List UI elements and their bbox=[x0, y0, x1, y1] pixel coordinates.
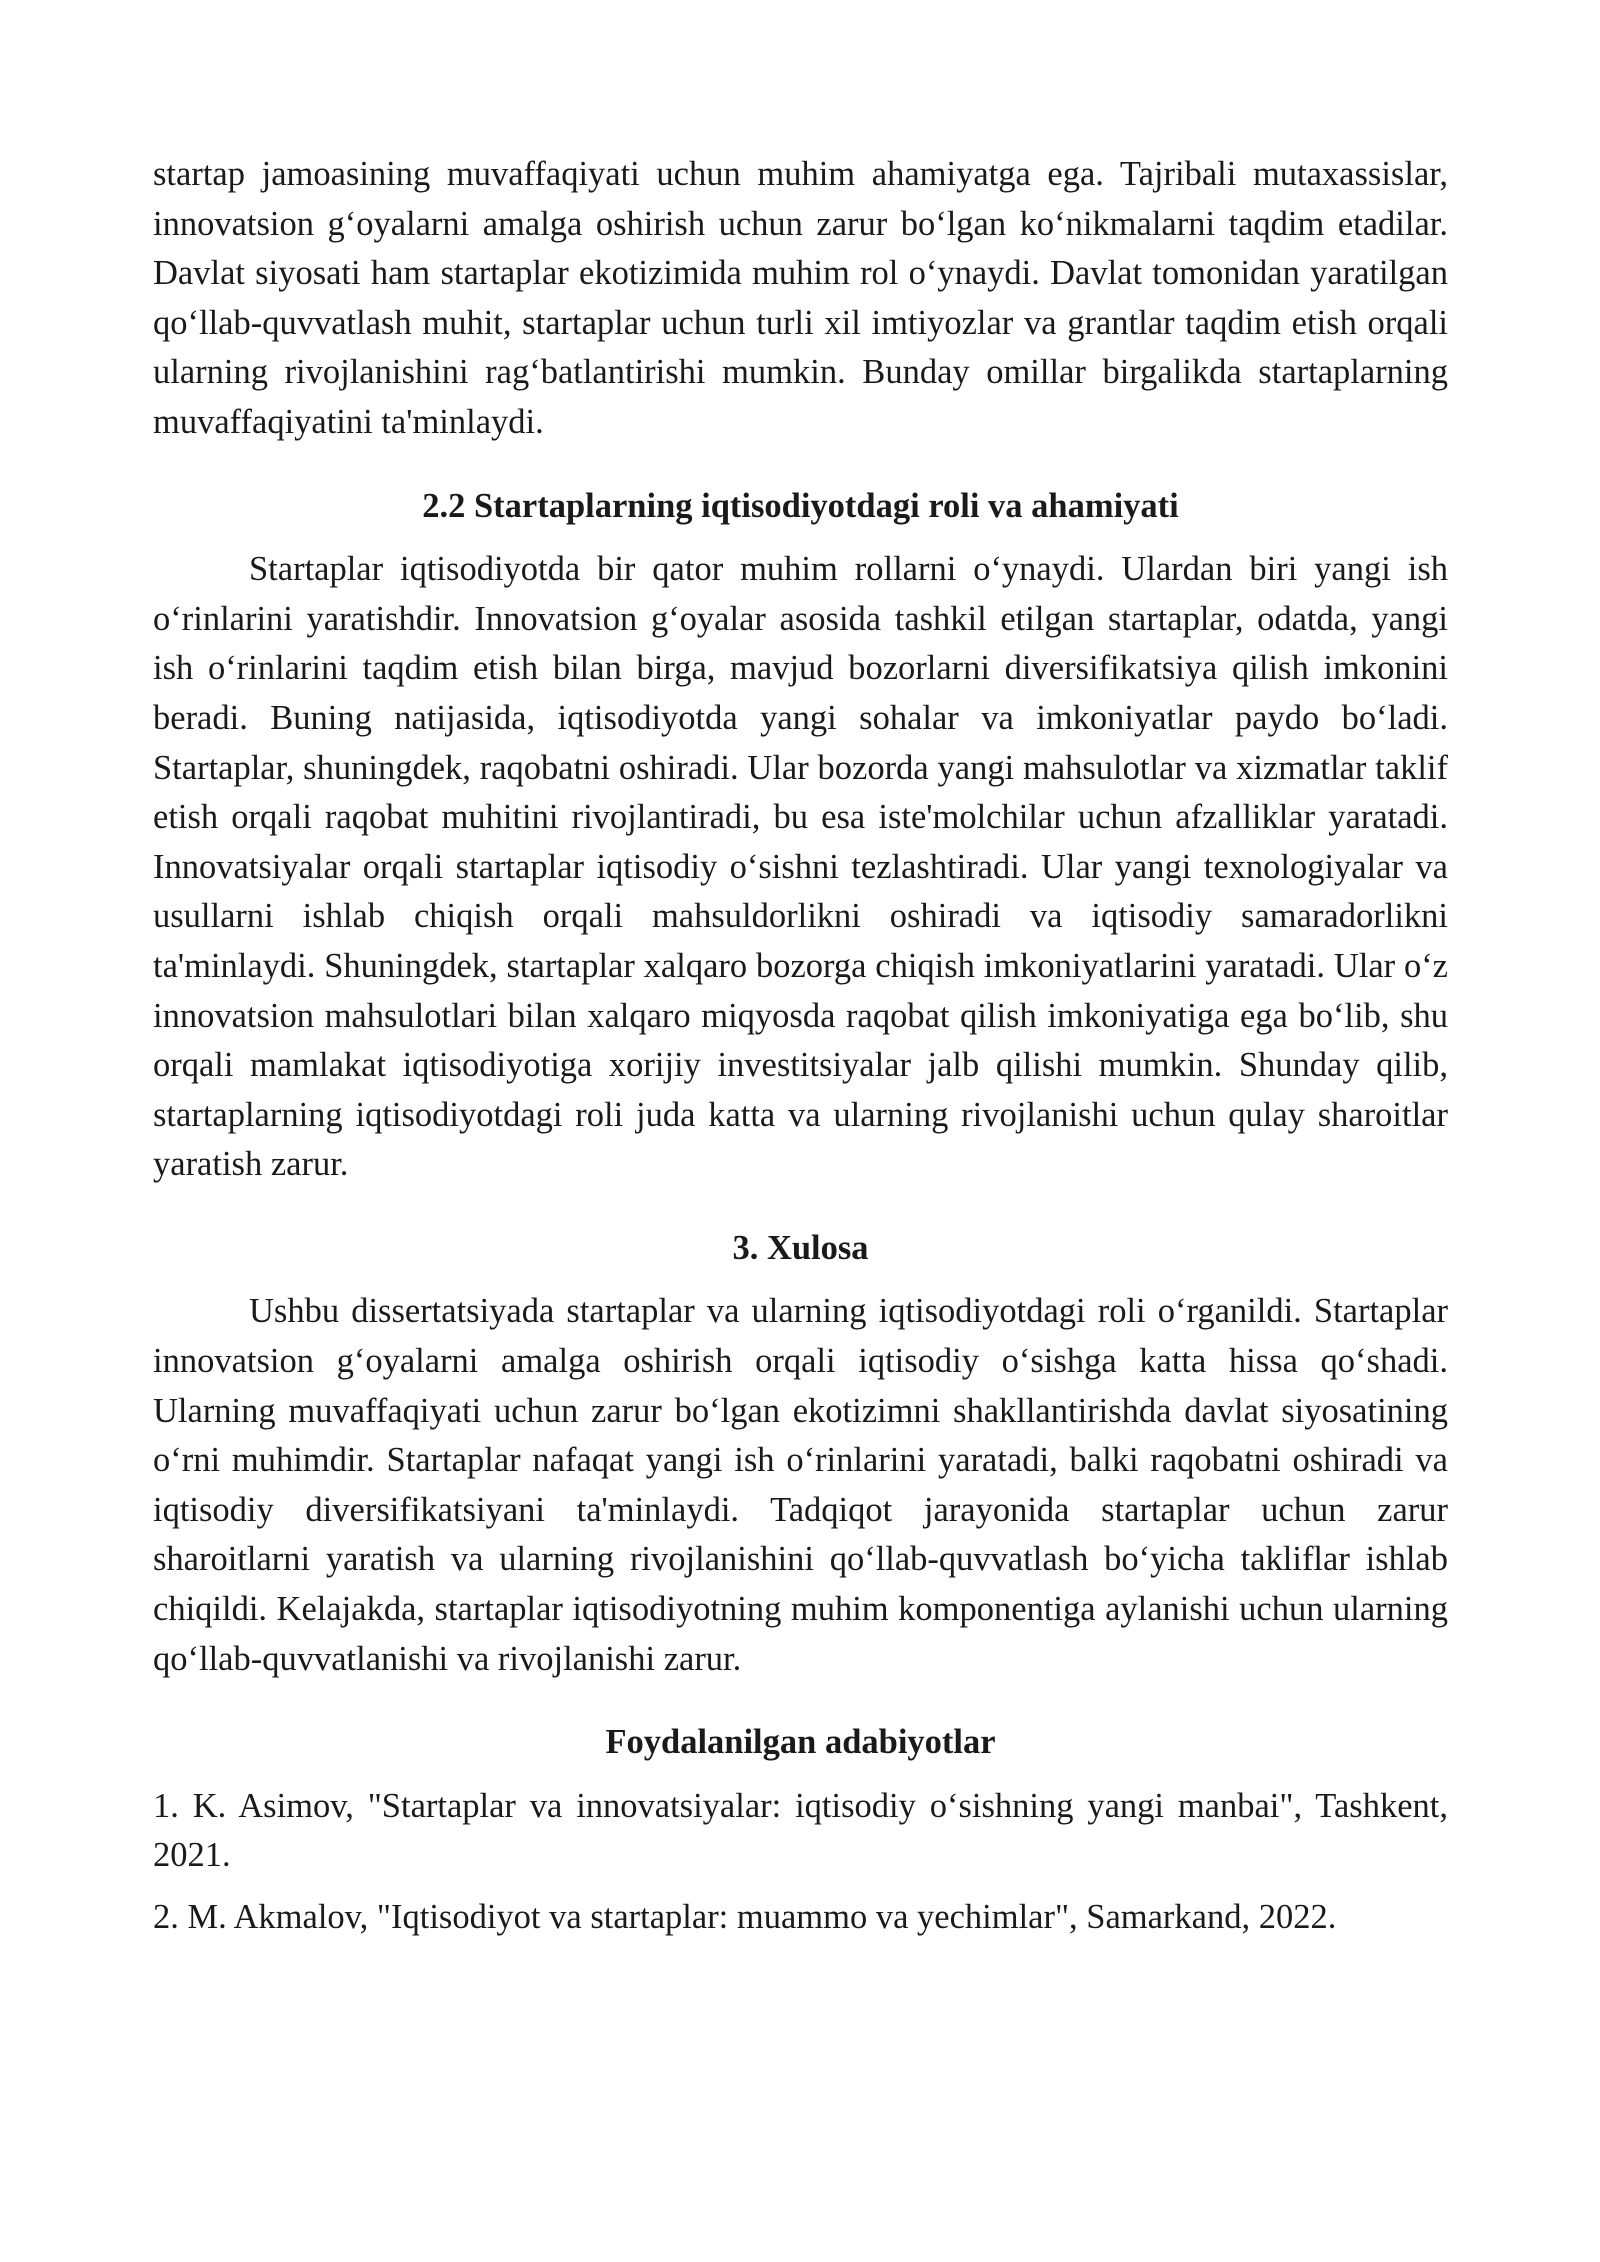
section-3-paragraph: Ushbu dissertatsiyada startaplar va ularning iqtisodiyotdagi roli o‘rganildi. Startaplar innovatsion g‘oyalarni amalga oshirish orqali iqtisodiy o‘sishga katta hissa qo‘shadi. Ularning muvaffaqiyati uchun zarur bo‘lgan ekotizimni shakllantirishda davlat siyosatining o‘rni muhimdir. Startaplar nafaqat yangi ish o‘rinlarini yaratadi, balki raqobatni oshiradi va iqtisodiy diversifikatsiyani ta'minlaydi. Tadqiqot jarayonida startaplar uchun zarur sharoitlarni yaratish va ularning rivojlanishini qo‘llab-quvvatlash bo‘yicha takliflar ishlab chiqildi. Kelajakda, startaplar iqtisodiyotning muhim komponentiga aylanishi uchun ularning qo‘llab-quvvatlanishi va rivojlanishi zarur. bbox=[153, 1292, 1448, 1678]
section-3-heading: 3. Xulosa bbox=[732, 1228, 869, 1267]
intro-paragraph: startap jamoasining muvaffaqiyati uchun muhim ahamiyatga ega. Tajribali mutaxassislar, innovatsion g‘oyalarni amalga oshirish uchun zarur bo‘lgan ko‘nikmalarni taqdim etadilar. Davlat siyosati ham startaplar ekotizimida muhim rol o‘ynaydi. Davlat tomonidan yaratilgan qo‘llab-quvvatlash muhit, startaplar uchun turli xil imtiyozlar va grantlar taqdim etish orqali ularning rivojlanishini rag‘batlantirishi mumkin. Bunday omillar birgalikda startaplarning muvaffaqiyatini ta'minlaydi. bbox=[153, 155, 1448, 441]
section-2-2-heading: 2.2 Startaplarning iqtisodiyotdagi roli va ahamiyati bbox=[422, 486, 1179, 525]
page-content bbox=[153, 150, 1448, 1955]
section-2-2-paragraph: Startaplar iqtisodiyotda bir qator muhim rollarni o‘ynaydi. Ulardan biri yangi ish o‘rinlarini yaratishdir. Innovatsion g‘oyalar asosida tashkil etilgan startaplar, odatda, yangi ish o‘rinlarini taqdim etish bilan birga, mavjud bozorlarni diversifikatsiya qilish imkonini beradi. Buning natijasida, iqtisodiyotda yangi sohalar va imkoniyatlar paydo bo‘ladi. Startaplar, shuningdek, raqobatni oshiradi. Ular bozorda yangi mahsulotlar va xizmatlar taklif etish orqali raqobat muhitini rivojlantiradi, bu esa iste'molchilar uchun afzalliklar yaratadi. Innovatsiyalar orqali startaplar iqtisodiy o‘sishni tezlashtiradi. Ular yangi texnologiyalar va usullarni ishlab chiqish orqali mahsuldorlikni oshiradi va iqtisodiy samaradorlikni ta'minlaydi. Shuningdek, startaplar xalqaro bozorga chiqish imkoniyatlarini yaratadi. Ular o‘z innovatsion mahsulotlari bilan xalqaro miqyosda raqobat qilish imkoniyatiga ega bo‘lib, shu orqali mamlakat iqtisodiyotiga xorijiy investitsiyalar jalb qilishi mumkin. Shunday qilib, startaplarning iqtisodiyotdagi roli juda katta va ularning rivojlanishi uchun qulay sharoitlar yaratish zarur. bbox=[153, 550, 1448, 1184]
reference-item: 2. M. Akmalov, "Iqtisodiyot va startaplar: muammo va yechimlar", Samarkand, 2022. bbox=[153, 1898, 1337, 1936]
reference-item: 1. K. Asimov, "Startaplar va innovatsiyalar: iqtisodiy o‘sishning yangi manbai", Tashkent, 2021. bbox=[153, 1786, 1448, 1875]
references-heading: Foydalanilgan adabiyotlar bbox=[605, 1723, 996, 1762]
